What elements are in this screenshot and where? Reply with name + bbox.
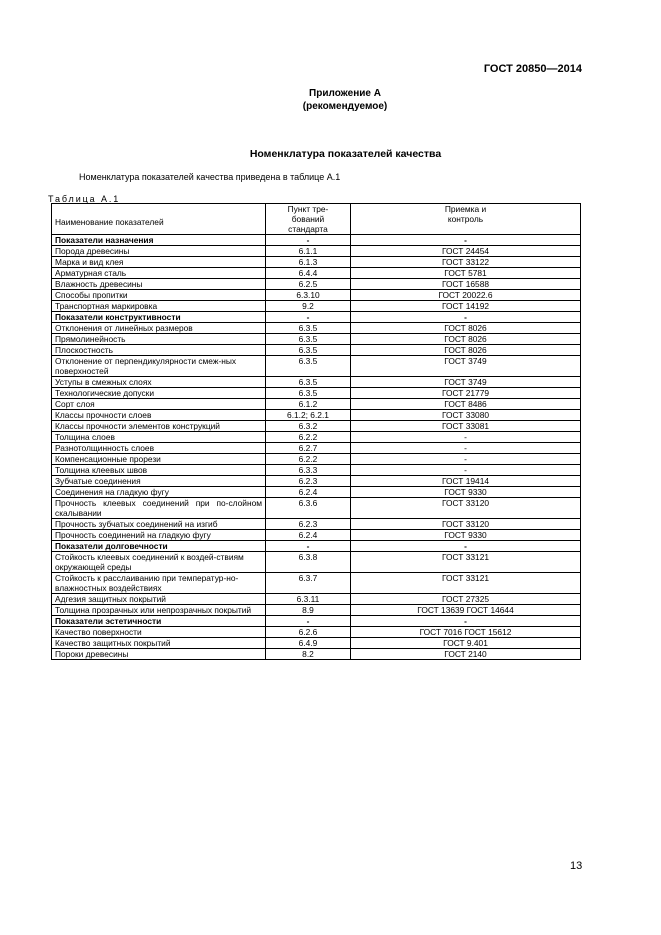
clause-ref: 6.3.5 — [266, 356, 351, 377]
table-row — [52, 498, 581, 519]
table-row — [52, 290, 581, 301]
table-row — [52, 594, 581, 605]
control-standard: ГОСТ 5781 — [351, 268, 581, 279]
header-clause — [266, 204, 351, 235]
clause-ref: 6.2.2 — [266, 454, 351, 465]
page-number: 13 — [570, 860, 583, 872]
indicator-name: Транспортная маркировка — [52, 301, 266, 312]
table-row — [52, 487, 581, 498]
control-standard: - — [351, 235, 581, 246]
clause-ref: - — [266, 616, 351, 627]
indicator-name: Показатели долговечности — [52, 541, 266, 552]
table-row — [52, 377, 581, 388]
control-standard: ГОСТ 33120 — [351, 498, 581, 519]
indicator-name: Сорт слоя — [52, 399, 266, 410]
clause-ref: - — [266, 235, 351, 246]
indicator-name: Уступы в смежных слоях — [52, 377, 266, 388]
table-caption: Таблица А.1 — [48, 194, 121, 204]
clause-ref: - — [266, 312, 351, 323]
indicator-name: Толщина слоев — [52, 432, 266, 443]
indicator-name: Показатели эстетичности — [52, 616, 266, 627]
indicator-name: Зубчатые соединения — [52, 476, 266, 487]
header-control-line: контроль — [447, 214, 484, 224]
control-standard: ГОСТ 9.401 — [351, 638, 581, 649]
clause-ref: 6.4.4 — [266, 268, 351, 279]
indicator-name: Показатели назначения — [52, 235, 266, 246]
clause-ref: 8.2 — [266, 649, 351, 660]
table-section-row — [52, 312, 581, 323]
clause-ref: 6.2.4 — [266, 530, 351, 541]
clause-ref: 6.1.3 — [266, 257, 351, 268]
table-row — [52, 356, 581, 377]
control-standard: ГОСТ 33120 — [351, 519, 581, 530]
header-name: Наименование показателей — [52, 204, 266, 235]
table-row — [52, 399, 581, 410]
table-row — [52, 323, 581, 334]
table-row — [52, 345, 581, 356]
table-row — [52, 246, 581, 257]
clause-ref: 6.2.5 — [266, 279, 351, 290]
table-section-row — [52, 616, 581, 627]
clause-ref: 6.1.1 — [266, 246, 351, 257]
indicator-name: Классы прочности слоев — [52, 410, 266, 421]
control-standard: ГОСТ 14192 — [351, 301, 581, 312]
control-standard: - — [351, 443, 581, 454]
clause-ref: 6.3.6 — [266, 498, 351, 519]
control-standard: ГОСТ 19414 — [351, 476, 581, 487]
annex-title: Приложение А — [309, 88, 381, 99]
indicator-name: Прямолинейность — [52, 334, 266, 345]
clause-ref: 6.1.2 — [266, 399, 351, 410]
indicator-name: Пороки древесины — [52, 649, 266, 660]
table-row — [52, 530, 581, 541]
table-header-row — [52, 204, 581, 235]
control-standard: ГОСТ 8026 — [351, 334, 581, 345]
control-standard: ГОСТ 13639 ГОСТ 14644 — [351, 605, 581, 616]
annex-heading — [0, 87, 661, 113]
control-standard: ГОСТ 8486 — [351, 399, 581, 410]
control-standard: ГОСТ 33081 — [351, 421, 581, 432]
indicator-name: Толщина прозрачных или непрозрачных покрытий — [52, 605, 266, 616]
indicator-name: Стойкость клеевых соединений к воздей-ствиям окружающей среды — [52, 552, 266, 573]
table-body — [52, 235, 581, 660]
indicator-name: Влажность древесины — [52, 279, 266, 290]
control-standard: ГОСТ 33080 — [351, 410, 581, 421]
control-standard: - — [351, 312, 581, 323]
table-row — [52, 476, 581, 487]
clause-ref: 6.2.3 — [266, 476, 351, 487]
control-standard: ГОСТ 21779 — [351, 388, 581, 399]
indicator-name: Прочность зубчатых соединений на изгиб — [52, 519, 266, 530]
control-standard: - — [351, 465, 581, 476]
header-clause-line: бований — [291, 214, 325, 224]
indicator-name: Отклонения от линейных размеров — [52, 323, 266, 334]
clause-ref: 6.1.2; 6.2.1 — [266, 410, 351, 421]
control-standard: ГОСТ 33121 — [351, 552, 581, 573]
control-standard: ГОСТ 24454 — [351, 246, 581, 257]
control-standard: - — [351, 432, 581, 443]
table-row — [52, 257, 581, 268]
indicator-name: Адгезия защитных покрытий — [52, 594, 266, 605]
table-section-row — [52, 541, 581, 552]
clause-ref: 6.3.5 — [266, 388, 351, 399]
clause-ref: 6.3.10 — [266, 290, 351, 301]
indicator-name: Компенсационные прорези — [52, 454, 266, 465]
indicator-name: Способы пропитки — [52, 290, 266, 301]
control-standard: ГОСТ 20022.6 — [351, 290, 581, 301]
intro-paragraph: Номенклатура показателей качества приведена в таблице А.1 — [79, 172, 341, 182]
indicator-name: Стойкость к расслаиванию при температур-но-влажностных воздействиях — [52, 573, 266, 594]
indicator-name: Порода древесины — [52, 246, 266, 257]
section-title: Номенклатура показателей качества — [249, 148, 442, 160]
quality-indicators-table — [51, 203, 581, 660]
table-row — [52, 268, 581, 279]
table-row — [52, 465, 581, 476]
table-row — [52, 638, 581, 649]
control-standard: ГОСТ 7016 ГОСТ 15612 — [351, 627, 581, 638]
control-standard: ГОСТ 33122 — [351, 257, 581, 268]
table-row — [52, 301, 581, 312]
clause-ref: - — [266, 541, 351, 552]
header-clause-line: стандарта — [288, 224, 328, 234]
clause-ref: 9.2 — [266, 301, 351, 312]
annex-subtitle: (рекомендуемое) — [302, 101, 388, 112]
indicator-name: Качество поверхности — [52, 627, 266, 638]
table-row — [52, 279, 581, 290]
document-code: ГОСТ 20850—2014 — [483, 63, 582, 75]
indicator-name: Прочность клеевых соединений при по-слойном скалывании — [52, 498, 266, 519]
table-row — [52, 421, 581, 432]
indicator-name: Арматурная сталь — [52, 268, 266, 279]
control-standard: ГОСТ 33121 — [351, 573, 581, 594]
header-control — [351, 204, 581, 235]
clause-ref: 6.4.9 — [266, 638, 351, 649]
control-standard: ГОСТ 27325 — [351, 594, 581, 605]
table-row — [52, 334, 581, 345]
table-row — [52, 388, 581, 399]
table-row — [52, 552, 581, 573]
control-standard: - — [351, 454, 581, 465]
control-standard: ГОСТ 16588 — [351, 279, 581, 290]
clause-ref: 6.2.6 — [266, 627, 351, 638]
clause-ref: 6.3.7 — [266, 573, 351, 594]
clause-ref: 6.3.11 — [266, 594, 351, 605]
indicator-name: Разнотолщинность слоев — [52, 443, 266, 454]
control-standard: ГОСТ 3749 — [351, 356, 581, 377]
header-clause-line: Пункт тре- — [287, 204, 329, 214]
table-row — [52, 443, 581, 454]
table-row — [52, 605, 581, 616]
indicator-name: Плоскостность — [52, 345, 266, 356]
indicator-name: Толщина клеевых швов — [52, 465, 266, 476]
clause-ref: 6.3.5 — [266, 323, 351, 334]
clause-ref: 6.2.2 — [266, 432, 351, 443]
clause-ref: 6.2.3 — [266, 519, 351, 530]
clause-ref: 6.3.2 — [266, 421, 351, 432]
clause-ref: 6.2.7 — [266, 443, 351, 454]
control-standard: ГОСТ 9330 — [351, 530, 581, 541]
control-standard: - — [351, 541, 581, 552]
header-control-line: Приемка и — [444, 204, 487, 214]
indicator-name: Соединения на гладкую фугу — [52, 487, 266, 498]
table-row — [52, 649, 581, 660]
table-row — [52, 519, 581, 530]
control-standard: ГОСТ 8026 — [351, 345, 581, 356]
clause-ref: 6.3.5 — [266, 334, 351, 345]
table-row — [52, 432, 581, 443]
control-standard: ГОСТ 9330 — [351, 487, 581, 498]
indicator-name: Классы прочности элементов конструкций — [52, 421, 266, 432]
control-standard: - — [351, 616, 581, 627]
indicator-name: Прочность соединений на гладкую фугу — [52, 530, 266, 541]
indicator-name: Марка и вид клея — [52, 257, 266, 268]
indicator-name: Качество защитных покрытий — [52, 638, 266, 649]
indicator-name: Технологические допуски — [52, 388, 266, 399]
table-row — [52, 573, 581, 594]
clause-ref: 6.2.4 — [266, 487, 351, 498]
indicator-name: Отклонение от перпендикулярности смеж-ных поверхностей — [52, 356, 266, 377]
clause-ref: 8.9 — [266, 605, 351, 616]
control-standard: ГОСТ 2140 — [351, 649, 581, 660]
table-row — [52, 410, 581, 421]
table-row — [52, 627, 581, 638]
indicator-name: Показатели конструктивности — [52, 312, 266, 323]
clause-ref: 6.3.3 — [266, 465, 351, 476]
clause-ref: 6.3.5 — [266, 377, 351, 388]
control-standard: ГОСТ 3749 — [351, 377, 581, 388]
clause-ref: 6.3.8 — [266, 552, 351, 573]
clause-ref: 6.3.5 — [266, 345, 351, 356]
table-section-row — [52, 235, 581, 246]
table-row — [52, 454, 581, 465]
control-standard: ГОСТ 8026 — [351, 323, 581, 334]
